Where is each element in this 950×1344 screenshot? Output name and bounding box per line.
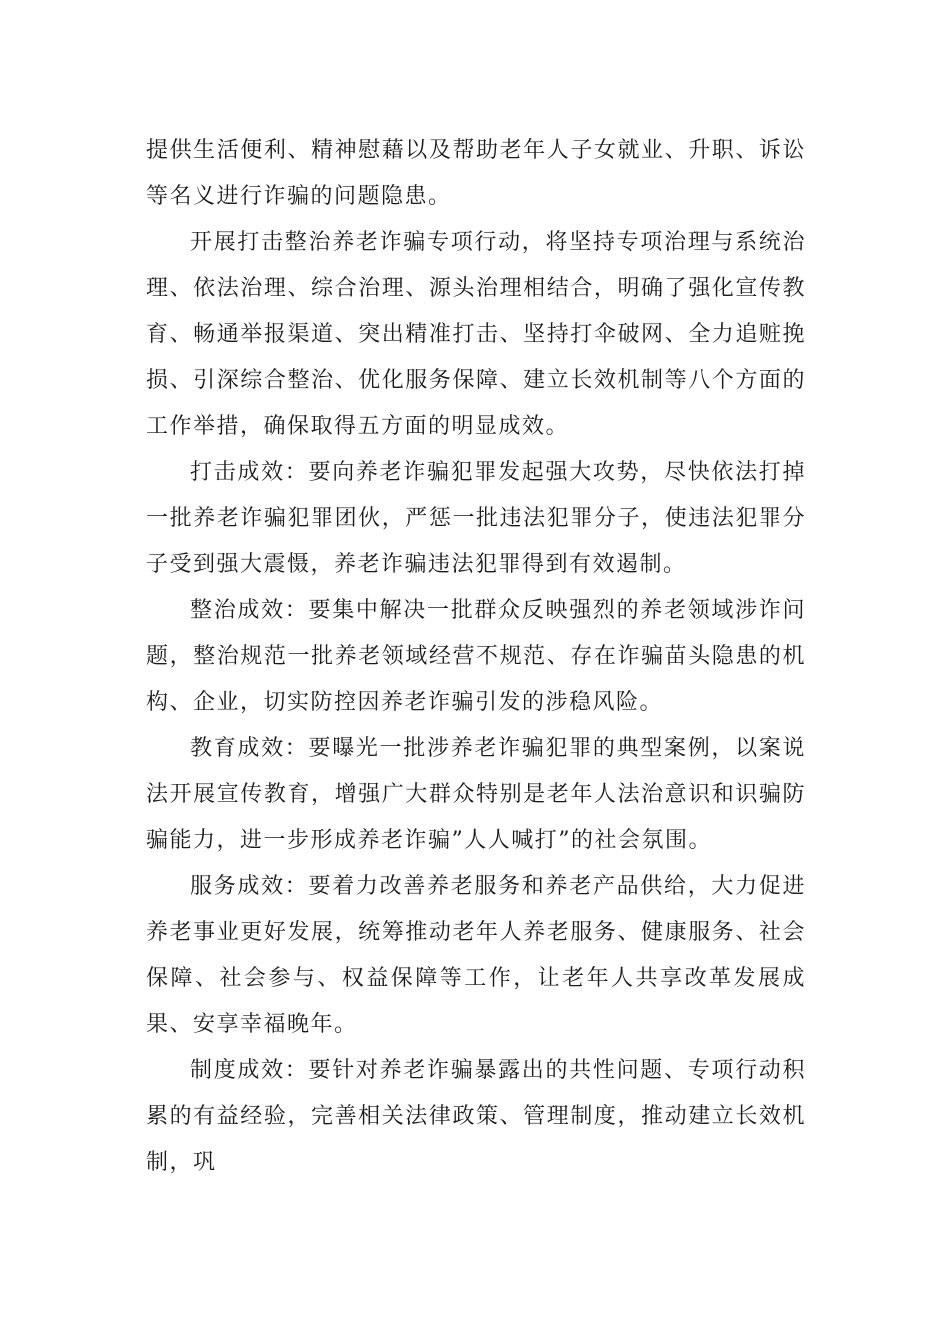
paragraph-7: 制度成效：要针对养老诈骗暴露出的共性问题、专项行动积累的有益经验，完善相关法律政策、管理制度，推动建立长效机制，巩: [146, 1058, 806, 1175]
paragraph-5: 教育成效：要曝光一批涉养老诈骗犯罪的典型案例，以案说法开展宣传教育，增强广大群众特别是老年人法治意识和识骗防骗能力，进一步形成养老诈骗”人人喊打”的社会氛围。: [146, 736, 806, 853]
paragraph-3: 打击成效：要向养老诈骗犯罪发起强大攻势，尽快依法打掉一批养老诈骗犯罪团伙，严惩一批违法犯罪分子，使违法犯罪分子受到强大震慑，养老诈骗违法犯罪得到有效遏制。: [146, 460, 806, 577]
document-body: [146, 128, 806, 1186]
paragraph-6: 服务成效：要着力改善养老服务和养老产品供给，大力促进养老事业更好发展，统筹推动老年人养老服务、健康服务、社会保障、社会参与、权益保障等工作，让老年人共享改革发展成果、安享幸福晚年。: [146, 874, 806, 1037]
paragraph-4: 整治成效：要集中解决一批群众反映强烈的养老领域涉诈问题，整治规范一批养老领域经营不规范、存在诈骗苗头隐患的机构、企业，切实防控因养老诈骗引发的涉稳风险。: [146, 598, 806, 715]
paragraph-1: 提供生活便利、精神慰藉以及帮助老年人子女就业、升职、诉讼等名义进行诈骗的问题隐患。: [146, 138, 806, 209]
paragraph-2: 开展打击整治养老诈骗专项行动，将坚持专项治理与系统治理、依法治理、综合治理、源头治理相结合，明确了强化宣传教育、畅通举报渠道、突出精准打击、坚持打伞破网、全力追赃挽损、引深综合整治、优化服务保障、建立长效机制等八个方面的工作举措，确保取得五方面的明显成效。: [146, 230, 806, 439]
